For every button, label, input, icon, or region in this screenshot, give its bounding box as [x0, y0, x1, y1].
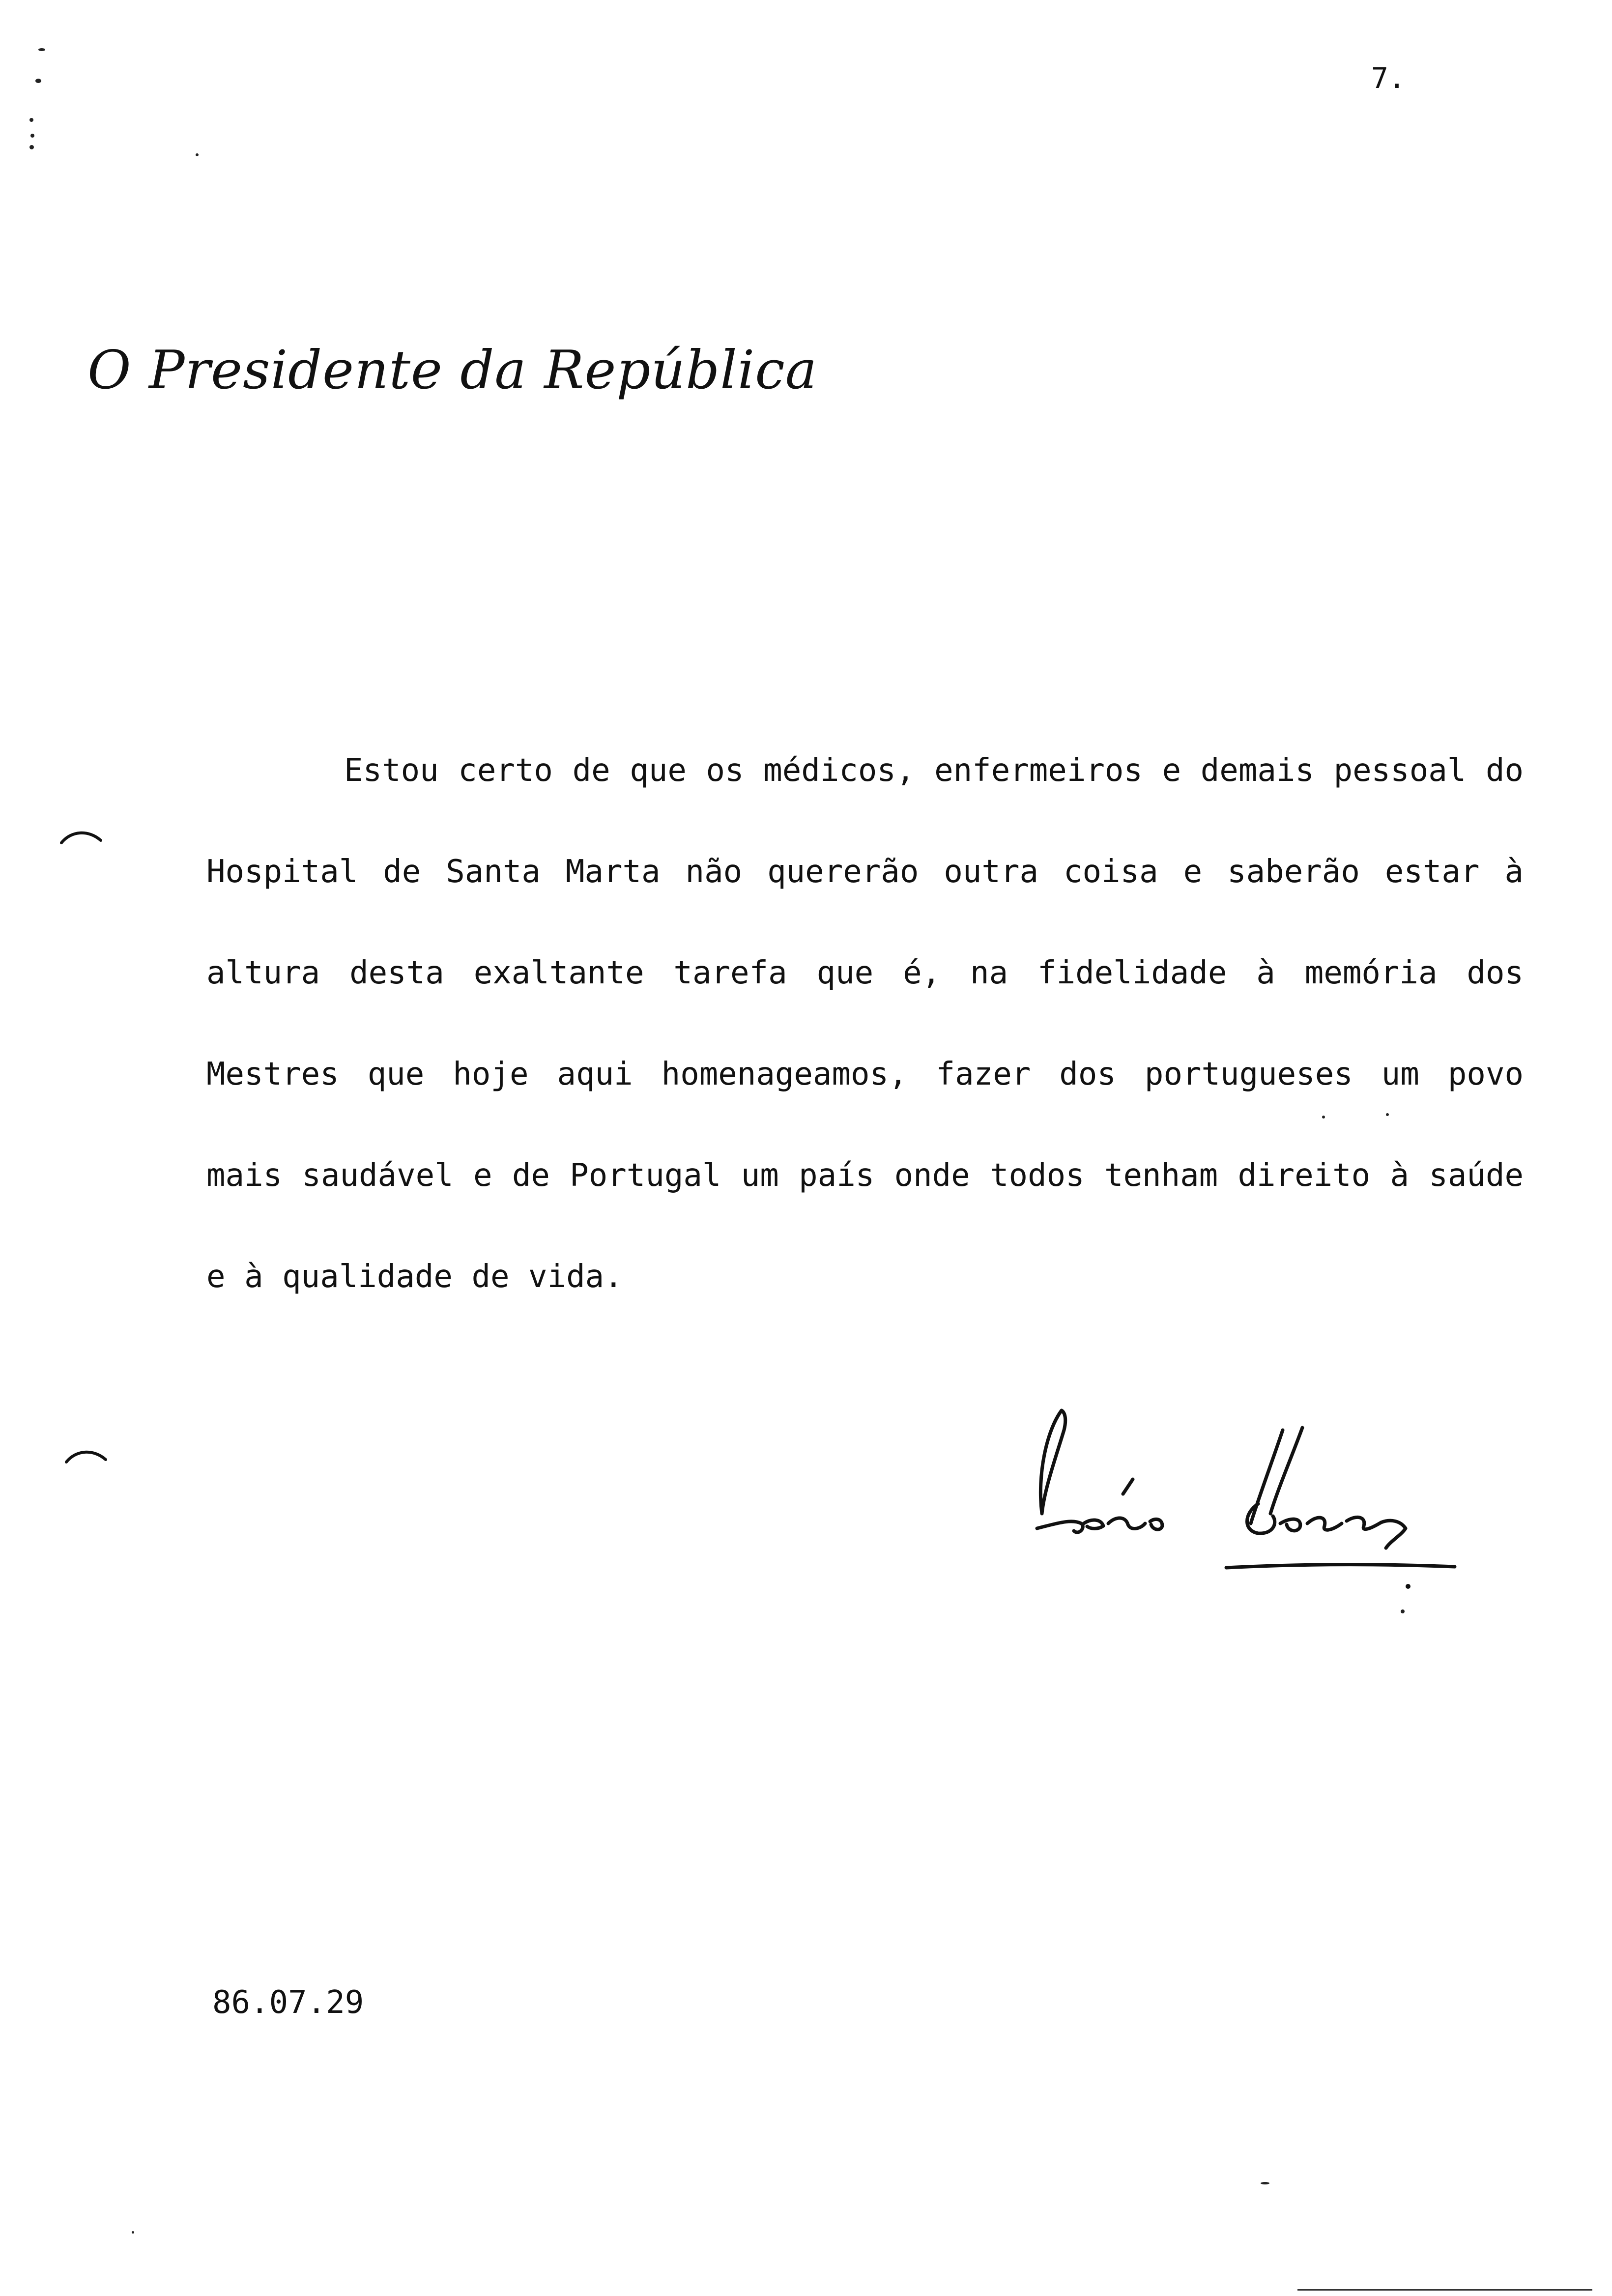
punch-hole-mark	[59, 826, 103, 845]
letterhead-title: O Presidente da República	[87, 340, 818, 401]
punch-hole-mark	[64, 1445, 108, 1464]
scan-speck	[1401, 1609, 1405, 1613]
handwritten-signature	[1027, 1401, 1460, 1607]
scan-speck	[29, 118, 33, 122]
scan-edge-line	[1297, 2289, 1592, 2291]
scan-speck	[38, 48, 45, 51]
scan-speck	[30, 134, 34, 138]
date-line: 86.07.29	[212, 1984, 364, 2021]
scan-speck	[29, 145, 34, 149]
scan-speck	[1386, 1113, 1389, 1116]
scan-speck	[1322, 1116, 1325, 1119]
page-number: 7.	[1371, 61, 1406, 95]
body-paragraph: Estou certo de que os médicos, enfermeiros e demais pessoal do Hospital de Santa Marta não quererão outra coisa e saberão estar à altura desta exaltante tarefa que é, na fidelidade à memória dos Mestres que hoje aqui homenageamos, fazer dos portugueses um povo mais saudável e de Portugal um país onde todos tenham direito à saúde e à qualidade de vida.	[206, 752, 1524, 1295]
scan-speck	[132, 2231, 134, 2234]
scan-speck	[196, 153, 199, 156]
scan-speck	[35, 79, 41, 83]
scan-speck	[1261, 2182, 1269, 2184]
